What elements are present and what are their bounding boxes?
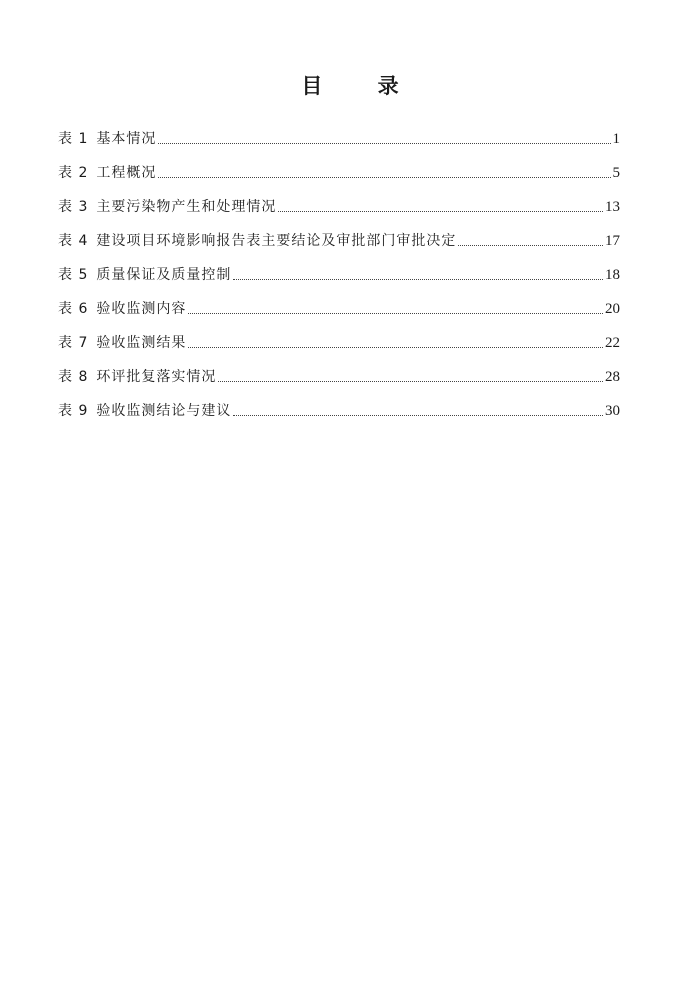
- toc-entry-page: 5: [612, 165, 620, 181]
- dot-leader: [218, 381, 603, 382]
- toc-entry-page: 13: [605, 199, 620, 215]
- dot-leader: [158, 143, 610, 144]
- dot-leader: [158, 177, 610, 178]
- dot-leader: [188, 313, 603, 314]
- toc-entry[interactable]: [58, 318, 620, 352]
- dot-leader: [278, 211, 603, 212]
- toc-entry-title: 验收监测结果: [96, 335, 187, 351]
- toc-entry-page: 28: [605, 369, 620, 385]
- toc-entry-label: [58, 300, 186, 318]
- toc-entry[interactable]: [58, 284, 620, 318]
- toc-entry-prefix: 表 5: [58, 267, 89, 283]
- toc-entry-label: [58, 334, 186, 352]
- toc-entry-label: [58, 198, 276, 216]
- dot-leader: [233, 279, 603, 280]
- toc-entry[interactable]: [58, 386, 620, 420]
- toc-entry-label: [58, 164, 156, 182]
- table-of-contents: [58, 114, 620, 420]
- toc-entry-label: [58, 368, 216, 386]
- toc-entry-title: 基本情况: [96, 131, 157, 147]
- toc-entry[interactable]: [58, 148, 620, 182]
- toc-entry-prefix: 表 2: [58, 165, 89, 181]
- toc-entry-prefix: 表 1: [58, 131, 89, 147]
- toc-entry-prefix: 表 4: [58, 233, 89, 249]
- toc-entry[interactable]: [58, 216, 620, 250]
- page-title: 目 录: [301, 74, 423, 98]
- toc-entry-page: 30: [605, 403, 620, 419]
- toc-entry-label: [58, 130, 156, 148]
- dot-leader: [458, 245, 603, 246]
- toc-entry-title: 质量保证及质量控制: [96, 267, 232, 283]
- toc-entry-page: 22: [605, 335, 620, 351]
- dot-leader: [188, 347, 603, 348]
- toc-entry-page: 20: [605, 301, 620, 317]
- toc-entry[interactable]: [58, 114, 620, 148]
- toc-entry-prefix: 表 3: [58, 199, 89, 215]
- toc-entry-title: 建设项目环境影响报告表主要结论及审批部门审批决定: [96, 233, 457, 249]
- toc-entry-title: 工程概况: [96, 165, 157, 181]
- toc-entry-label: [58, 402, 231, 420]
- toc-entry-label: [58, 266, 231, 284]
- toc-entry-label: [58, 232, 456, 250]
- toc-entry[interactable]: [58, 352, 620, 386]
- toc-entry-page: 1: [612, 131, 620, 147]
- toc-entry-title: 环评批复落实情况: [96, 369, 217, 385]
- toc-entry-title: 主要污染物产生和处理情况: [96, 199, 277, 215]
- toc-entry-prefix: 表 8: [58, 369, 89, 385]
- toc-entry-page: 17: [605, 233, 620, 249]
- toc-entry[interactable]: [58, 250, 620, 284]
- toc-entry-prefix: 表 7: [58, 335, 89, 351]
- toc-entry[interactable]: [58, 182, 620, 216]
- toc-entry-page: 18: [605, 267, 620, 283]
- toc-entry-title: 验收监测结论与建议: [96, 403, 232, 419]
- toc-entry-prefix: 表 9: [58, 403, 89, 419]
- toc-entry-prefix: 表 6: [58, 301, 89, 317]
- toc-entry-title: 验收监测内容: [96, 301, 187, 317]
- dot-leader: [233, 415, 603, 416]
